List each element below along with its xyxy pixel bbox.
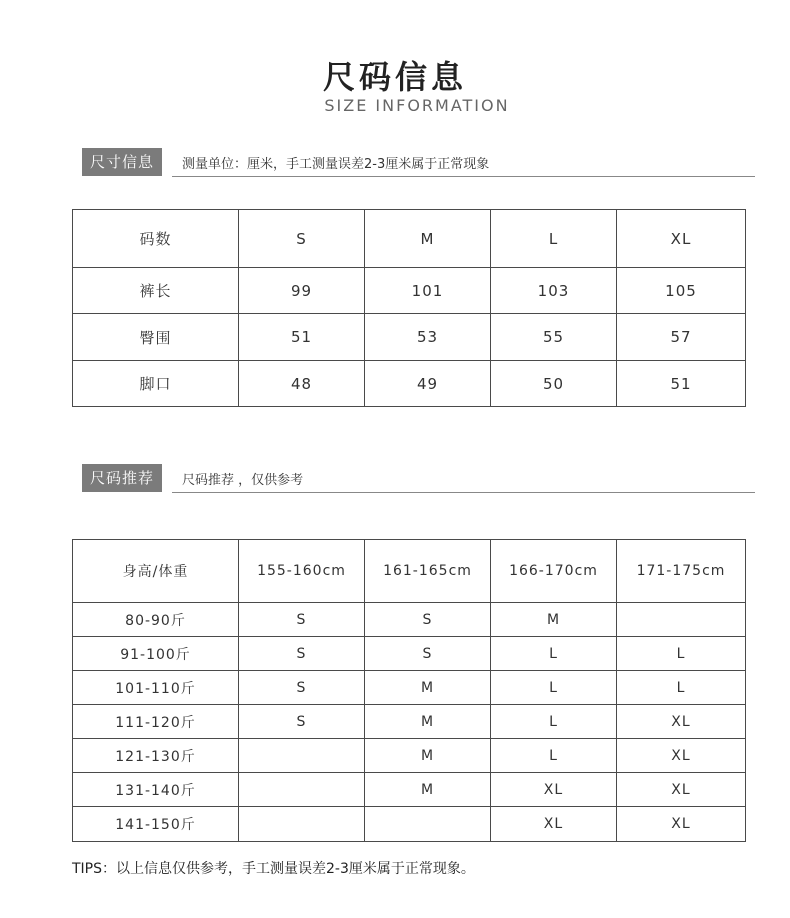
size-row-label: 脚口 (73, 361, 239, 407)
recommend-section-header (82, 464, 303, 492)
table-row (73, 268, 746, 314)
recommend-table (72, 539, 746, 842)
recommend-header-cell: 166-170cm (491, 540, 617, 603)
recommend-cell (239, 807, 365, 842)
size-cell: 48 (239, 361, 365, 407)
table-row (73, 603, 746, 637)
recommend-cell: S (239, 603, 365, 637)
recommend-section-note: 尺码推荐 ，仅供参考 (182, 472, 304, 488)
recommend-cell: XL (617, 773, 746, 807)
page-subtitle: SIZE INFORMATION (324, 96, 510, 115)
weight-label: 101-110斤 (73, 671, 239, 705)
recommend-cell: L (491, 739, 617, 773)
tips-note: TIPS：以上信息仅供参考，手工测量误差2-3厘米属于正常现象。 (72, 861, 475, 877)
weight-label: 131-140斤 (73, 773, 239, 807)
table-row (73, 637, 746, 671)
recommend-cell: XL (491, 807, 617, 842)
size-row-label: 裤长 (73, 268, 239, 314)
size-header-cell: XL (617, 210, 746, 268)
page-title: 尺码信息 (322, 58, 467, 96)
recommend-cell (617, 603, 746, 637)
recommend-section-tag: 尺码推荐 (82, 464, 162, 492)
size-header-cell: S (239, 210, 365, 268)
recommend-cell: M (491, 603, 617, 637)
size-cell: 55 (491, 314, 617, 361)
recommend-cell: S (365, 603, 491, 637)
table-row (73, 361, 746, 407)
weight-label: 111-120斤 (73, 705, 239, 739)
weight-label: 80-90斤 (73, 603, 239, 637)
recommend-cell: M (365, 705, 491, 739)
recommend-cell: S (239, 637, 365, 671)
recommend-cell: S (365, 637, 491, 671)
weight-label: 141-150斤 (73, 807, 239, 842)
weight-label: 121-130斤 (73, 739, 239, 773)
recommend-cell: S (239, 671, 365, 705)
size-cell: 105 (617, 268, 746, 314)
recommend-cell: XL (617, 807, 746, 842)
size-section-header (82, 148, 489, 176)
recommend-cell: XL (491, 773, 617, 807)
size-table (72, 209, 746, 407)
size-section-note: 测量单位：厘米，手工测量误差2-3厘米属于正常现象 (182, 156, 490, 172)
size-cell: 50 (491, 361, 617, 407)
recommend-cell: L (491, 671, 617, 705)
size-section-divider (172, 176, 755, 177)
size-table-header-row (73, 210, 746, 268)
recommend-cell: L (491, 637, 617, 671)
recommend-cell (365, 807, 491, 842)
size-cell: 49 (365, 361, 491, 407)
recommend-cell: XL (617, 739, 746, 773)
size-row-label: 臀围 (73, 314, 239, 361)
table-row (73, 705, 746, 739)
table-row (73, 671, 746, 705)
table-row (73, 773, 746, 807)
recommend-cell: XL (617, 705, 746, 739)
recommend-cell (239, 773, 365, 807)
size-cell: 53 (365, 314, 491, 361)
table-row (73, 807, 746, 842)
size-cell: 51 (617, 361, 746, 407)
size-header-cell: 码数 (73, 210, 239, 268)
size-cell: 101 (365, 268, 491, 314)
table-row (73, 314, 746, 361)
size-cell: 51 (239, 314, 365, 361)
recommend-cell: L (617, 637, 746, 671)
recommend-header-cell: 171-175cm (617, 540, 746, 603)
recommend-cell: L (617, 671, 746, 705)
recommend-cell: M (365, 671, 491, 705)
size-section-tag: 尺寸信息 (82, 148, 162, 176)
recommend-header-cell: 身高/体重 (73, 540, 239, 603)
recommend-header-cell: 161-165cm (365, 540, 491, 603)
recommend-cell: M (365, 773, 491, 807)
size-cell: 103 (491, 268, 617, 314)
recommend-table-header-row (73, 540, 746, 603)
size-cell: 57 (617, 314, 746, 361)
recommend-section-divider (172, 492, 755, 493)
size-header-cell: M (365, 210, 491, 268)
recommend-cell: L (491, 705, 617, 739)
table-row (73, 739, 746, 773)
recommend-cell: S (239, 705, 365, 739)
recommend-cell: M (365, 739, 491, 773)
weight-label: 91-100斤 (73, 637, 239, 671)
size-cell: 99 (239, 268, 365, 314)
recommend-header-cell: 155-160cm (239, 540, 365, 603)
recommend-cell (239, 739, 365, 773)
size-header-cell: L (491, 210, 617, 268)
